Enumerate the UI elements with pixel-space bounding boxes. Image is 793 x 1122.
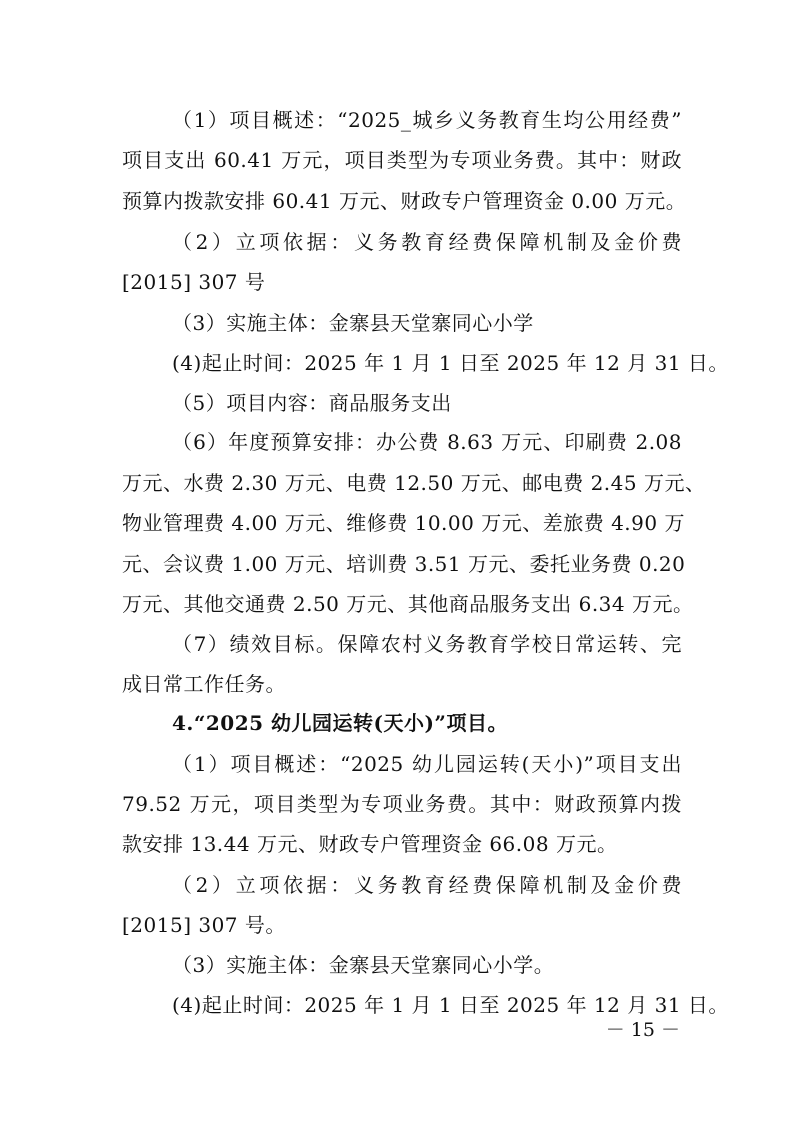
- paragraph-line: 万元、其他交通费 2.50 万元、其他商品服务支出 6.34 万元。: [122, 592, 694, 616]
- paragraph-line: (4)起止时间：2025 年 1 月 1 日至 2025 年 12 月 31 日。: [172, 993, 729, 1017]
- paragraph-line: （2）立项依据：义务教育经费保障机制及金价费: [172, 873, 682, 897]
- paragraph-line: 成日常工作任务。: [122, 672, 286, 696]
- paragraph-line: 项目支出 60.41 万元，项目类型为专项业务费。其中：财政: [122, 148, 682, 172]
- paragraph-line: （1）项目概述：“2025 幼儿园运转(天小)”项目支出: [172, 752, 682, 776]
- paragraph-line: （6）年度预算安排：办公费 8.63 万元、印刷费 2.08: [172, 430, 682, 454]
- paragraph-line: （2）立项依据：义务教育经费保障机制及金价费: [172, 230, 682, 254]
- paragraph-line: （3）实施主体：金寨县天堂寨同心小学: [172, 311, 534, 335]
- section-heading: 4.“2025 幼儿园运转(天小)”项目。: [172, 711, 508, 735]
- paragraph-line: 物业管理费 4.00 万元、维修费 10.00 万元、差旅费 4.90 万: [122, 511, 685, 535]
- paragraph-line: 预算内拨款安排 60.41 万元、财政专户管理资金 0.00 万元。: [122, 189, 687, 213]
- paragraph-line: （3）实施主体：金寨县天堂寨同心小学。: [172, 953, 555, 977]
- page-number: － 15 －: [605, 1019, 680, 1041]
- paragraph-line: （1）项目概述：“2025_城乡义务教育生均公用经费”: [172, 108, 682, 132]
- paragraph-line: 79.52 万元，项目类型为专项业务费。其中：财政预算内拨: [122, 792, 682, 816]
- paragraph-line: （5）项目内容：商品服务支出: [172, 391, 452, 415]
- paragraph-line: (4)起止时间：2025 年 1 月 1 日至 2025 年 12 月 31 日。: [172, 351, 729, 375]
- paragraph-line: [2015] 307 号: [122, 270, 266, 294]
- paragraph-line: [2015] 307 号。: [122, 913, 286, 937]
- paragraph-line: 万元、水费 2.30 万元、电费 12.50 万元、邮电费 2.45 万元、: [122, 471, 706, 495]
- paragraph-line: 款安排 13.44 万元、财政专户管理资金 66.08 万元。: [122, 832, 618, 856]
- paragraph-line: 元、会议费 1.00 万元、培训费 3.51 万元、委托业务费 0.20: [122, 552, 686, 576]
- paragraph-line: （7）绩效目标。保障农村义务教育学校日常运转、完: [172, 632, 682, 656]
